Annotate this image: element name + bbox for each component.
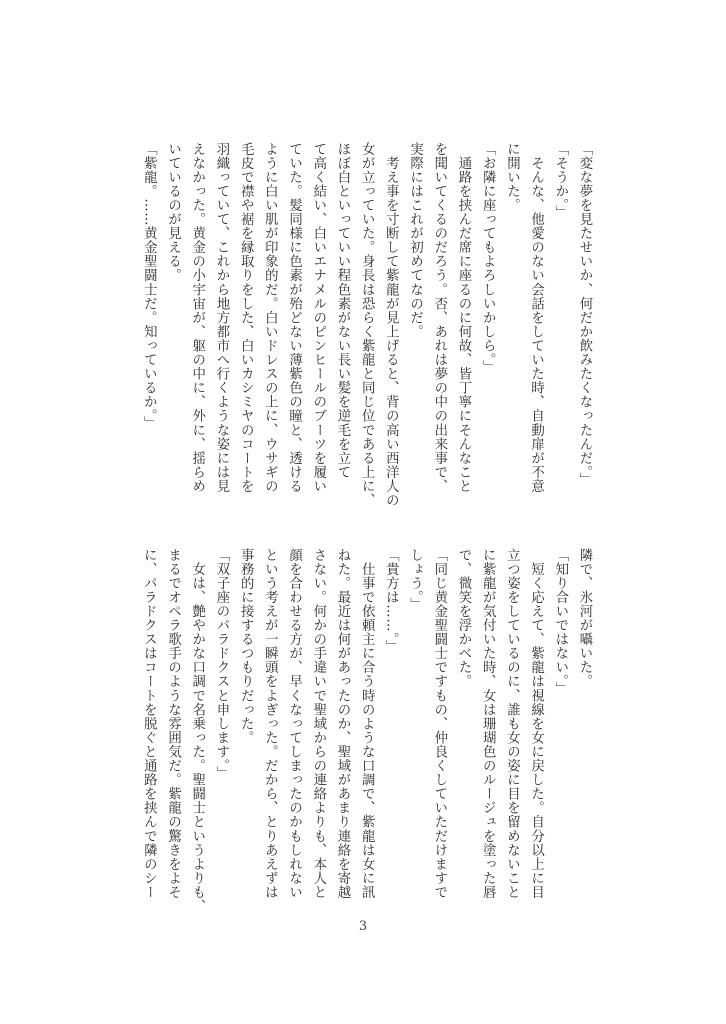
text-line: 短く応えて、紫龍は視線を女に戻した。自分以上に目 [528,548,544,900]
text-line: 考え事を寸断して紫龍が見上げると、背の高い西洋人の [383,142,399,508]
text-line: ていた。髪同様に色素が殆どない薄紫色の瞳と、透ける [286,142,302,494]
text-line: 女が立っていた。身長は恐らく紫龍と同じ位である上に、 [359,142,375,508]
text-line: えなかった。黄金の小宇宙が、躯の中に、外に、揺らめ [189,142,205,494]
text-line: ねた。最近は何があったのか、聖域があまり連絡を寄越 [334,548,350,900]
text-line: ほぼ白といっていい程色素がない長い髪を逆毛を立て [334,142,350,480]
text-line: 顔を合わせる方が、早くなってしまったのかもしれない [286,548,302,900]
page-number: 3 [358,919,368,934]
text-line: まるでオペラ歌手のような雰囲気だ。紫龍の驚きをよそ [165,548,181,900]
text-line: そんな、他愛のない会話をしていた時、自動扉が不意 [528,142,544,494]
text-line: 立つ姿をしているのに、誰も女の姿に目を留めないこと [504,548,520,900]
text-line: 「双子座のパラドクスと申します。」 [213,548,229,781]
text-line: 「お隣に座ってもよろしいかしら。」 [480,142,496,375]
text-line: 「変な夢を見たせいか、何だか飲みたくなったんだ。」 [577,142,592,487]
text-block-lower [126,548,596,923]
text-line: 「そうか。」 [552,142,568,220]
text-line: に開いた。 [504,142,520,213]
text-block-upper [126,142,596,522]
text-line: 事務的に接するつもりだった。 [238,548,254,745]
text-line: 「同じ黄金聖闘士ですもの、仲良くしていただけますで [431,548,447,900]
text-line: 「紫龍。……黄金聖闘士だ。知っているか。」 [141,142,157,431]
text-line: に、パラドクスはコートを脱ぐと通路を挟んで隣のシー [141,548,157,900]
text-line: ように白い肌が印象的だ。白いドレスの上に、ウサギの [262,142,278,494]
text-line: て高く結い、白いエナメルのピンヒールのブーツを履い [310,142,326,494]
text-line: 「知り合いではない。」 [552,548,568,696]
text-line: という考えが一瞬頭をよぎった。だから、とりあえずは [262,548,278,900]
text-line: 「貴方は……。」 [383,548,399,654]
text-line: 通路を挟んだ席に座るのに何故、皆丁寧にそんなこと [455,142,471,494]
text-line: さない。何かの手違いで聖域からの連絡よりも、本人と [310,548,326,900]
text-line: 女は、艶やかな口調で名乗った。聖闘士というよりも、 [189,548,205,914]
text-line: に紫龍が気付いた時、女は珊瑚色のルージュを塗った唇 [480,548,496,900]
text-line: 隣で、氷河が囁いた。 [577,548,592,689]
text-line: 仕事で依頼主に合う時のような口調で、紫龍は女に訊 [359,548,375,900]
text-line: を聞いてくるのだろう。否、あれは夢の中の出来事で、 [431,142,447,494]
text-line: 実際にはこれが初めてなのだ。 [407,142,423,339]
text-line: しょう。」 [407,548,423,612]
text-line: で、微笑を浮かべた。 [455,548,471,689]
text-line: 毛皮で襟や裾を縁取りをした、白いカシミヤのコートを [238,142,254,494]
text-line: 羽織っていて、これから地方都市へ行くような姿には見 [213,142,229,494]
text-line: いているのが見える。 [165,142,181,283]
